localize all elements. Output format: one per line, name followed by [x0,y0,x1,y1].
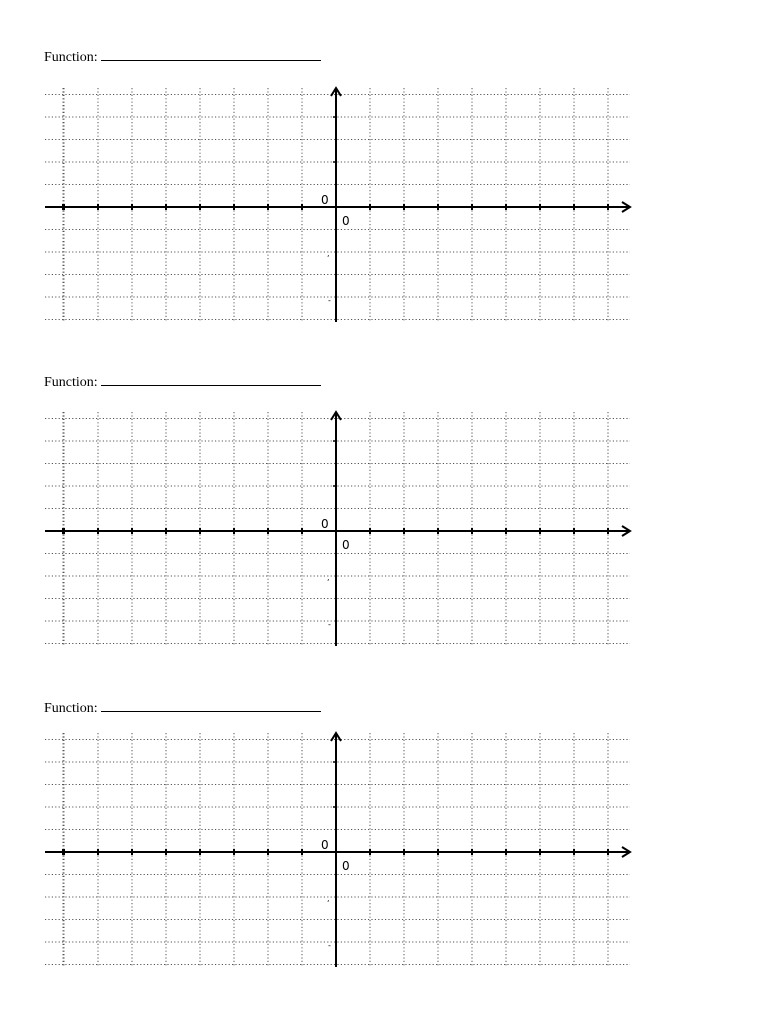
neg-y-tick-label-2: - [328,620,331,629]
function-label: Function: [44,375,98,390]
function-line [44,698,321,717]
function-answer-blank[interactable] [101,698,321,712]
coordinate-grid [0,80,768,330]
origin-label-lower: 0 [342,214,350,228]
function-label: Function: [44,50,98,65]
origin-label-lower: 0 [342,859,350,873]
function-line [44,47,321,66]
function-line [44,372,321,391]
origin-label-upper: 0 [321,838,329,852]
function-answer-blank[interactable] [101,47,321,61]
neg-y-tick-label-1: , [327,249,330,258]
neg-y-tick-label-2: - [328,941,331,950]
axes [45,733,630,967]
axes [45,412,630,646]
coordinate-grid [0,725,768,975]
origin-label-upper: 0 [321,193,329,207]
function-label: Function: [44,701,98,716]
origin-label-lower: 0 [342,538,350,552]
function-answer-blank[interactable] [101,372,321,386]
coordinate-grid [0,404,768,654]
origin-label-upper: 0 [321,517,329,531]
neg-y-tick-label-2: - [328,296,331,305]
neg-y-tick-label-1: , [327,573,330,582]
neg-y-tick-label-1: , [327,894,330,903]
axes [45,88,630,322]
